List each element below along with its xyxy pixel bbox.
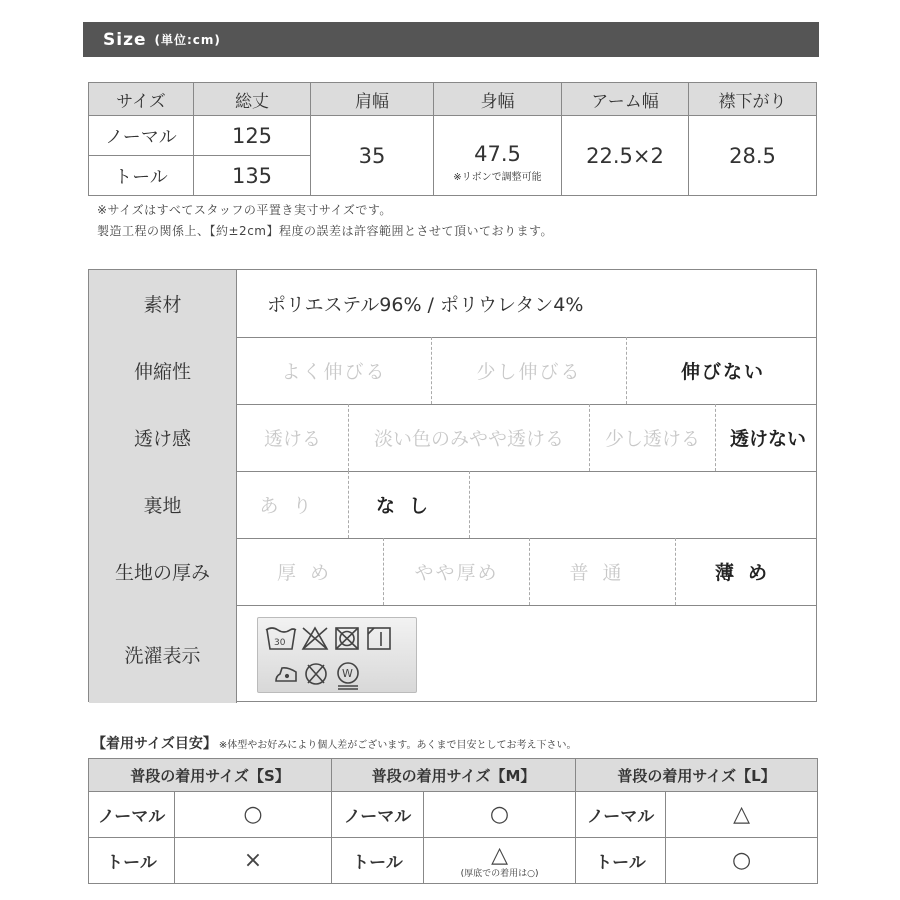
sheer-option-see-through: 透ける — [237, 404, 349, 471]
shoulder-header-cell: 肩幅 — [311, 83, 434, 116]
table-row — [89, 838, 818, 884]
body-width-cell — [434, 116, 562, 196]
sheer-row — [89, 404, 816, 472]
wear-l-tall-mark: ○ — [666, 838, 818, 884]
size-label-normal: ノーマル — [89, 116, 194, 156]
wear-m-tall-note: (厚底での着用は○) — [460, 869, 539, 879]
care-label: 洗濯表示 — [89, 605, 237, 703]
table-row — [89, 116, 817, 156]
lining-label: 裏地 — [89, 471, 237, 538]
iron-low-icon — [276, 668, 296, 681]
wear-s-normal-mark: ○ — [175, 792, 332, 838]
size-label-tall: トール — [89, 156, 194, 196]
lining-row — [89, 471, 816, 539]
size-note-1: ※サイズはすべてスタッフの平置き実寸サイズです。 — [97, 203, 392, 217]
svg-text:30: 30 — [274, 638, 286, 648]
material-label: 素材 — [89, 270, 237, 337]
length-normal: 125 — [194, 116, 311, 156]
wear-header-l: 普段の着用サイズ【L】 — [576, 759, 818, 792]
svg-text:W: W — [342, 667, 353, 680]
body-width-note: ※リボンで調整可能 — [453, 172, 542, 183]
wear-m-normal-label: ノーマル — [332, 792, 424, 838]
sheer-option-none: 透けない — [729, 428, 806, 450]
stretch-option-high: よく伸びる — [237, 337, 432, 404]
size-unit: (単位:cm) — [154, 33, 221, 47]
stretch-option-none: 伸びない — [680, 361, 765, 383]
wear-m-normal-mark: ○ — [424, 792, 576, 838]
thickness-label: 生地の厚み — [89, 538, 237, 605]
wear-l-normal-mark: △ — [666, 792, 818, 838]
stretch-row — [89, 337, 816, 405]
material-row — [89, 270, 816, 338]
wear-note: ※体型やお好みにより個人差がございます。あくまで目安としてお考え下さい。 — [218, 740, 577, 751]
wet-clean-gentle-icon — [338, 663, 358, 689]
wear-s-normal-label: ノーマル — [89, 792, 175, 838]
wear-header-m: 普段の着用サイズ【M】 — [332, 759, 576, 792]
body-width-value: 47.5 — [474, 142, 521, 166]
wear-m-tall-label: トール — [332, 838, 424, 884]
sheer-option-slightly: 少し透ける — [590, 404, 716, 471]
material-value: ポリエステル96% / ポリウレタン4% — [267, 294, 584, 316]
sheer-label: 透け感 — [89, 404, 237, 471]
spec-table — [88, 269, 817, 702]
size-header-cell: サイズ — [89, 83, 194, 116]
size-title: Size — [103, 29, 147, 50]
stretch-label: 伸縮性 — [89, 337, 237, 404]
no-dry-clean-icon — [306, 664, 326, 684]
neck-drop-value: 28.5 — [689, 116, 817, 196]
no-bleach-icon — [303, 628, 327, 649]
care-row — [89, 605, 816, 703]
thickness-row — [89, 538, 816, 606]
length-tall: 135 — [194, 156, 311, 196]
wear-m-tall-cell — [424, 838, 576, 884]
no-tumble-dry-icon — [336, 628, 358, 649]
wear-header-s: 普段の着用サイズ【S】 — [89, 759, 332, 792]
sheer-option-light-colors: 淡い色のみやや透ける — [349, 404, 590, 471]
table-row — [89, 792, 818, 838]
wear-header-row — [89, 759, 818, 792]
arm-width-header-cell: アーム幅 — [562, 83, 689, 116]
wear-l-normal-label: ノーマル — [576, 792, 666, 838]
wash-30-icon — [266, 628, 296, 649]
size-table-header-row — [89, 83, 817, 116]
shoulder-value: 35 — [311, 116, 434, 196]
line-dry-shade-icon — [368, 628, 390, 649]
length-header-cell: 総丈 — [194, 83, 311, 116]
size-header-bar — [83, 22, 819, 57]
wear-size-table — [88, 758, 818, 884]
wear-s-tall-label: トール — [89, 838, 175, 884]
care-label-image — [257, 617, 417, 693]
body-width-header-cell: 身幅 — [434, 83, 562, 116]
neck-drop-header-cell: 襟下がり — [689, 83, 817, 116]
thickness-option-slightly-thick: やや厚め — [384, 538, 530, 605]
wear-guide-title — [92, 733, 576, 753]
thickness-option-normal: 普通 — [530, 538, 676, 605]
lining-option-yes: あり — [237, 471, 349, 538]
size-note-2: 製造工程の関係上、【約±2cm】程度の誤差は許容範囲とさせて頂いております。 — [97, 224, 554, 238]
wear-l-tall-label: トール — [576, 838, 666, 884]
stretch-option-some: 少し伸びる — [432, 337, 627, 404]
wear-s-tall-mark: × — [175, 838, 332, 884]
thickness-option-thin: 薄め — [714, 562, 781, 584]
wear-title: 【着用サイズ目安】 — [92, 736, 217, 752]
size-table — [88, 82, 817, 196]
wear-m-tall-mark: △ — [491, 843, 508, 868]
lining-option-no: なし — [349, 471, 470, 538]
arm-width-value: 22.5×2 — [562, 116, 689, 196]
thickness-option-thick: 厚め — [237, 538, 384, 605]
